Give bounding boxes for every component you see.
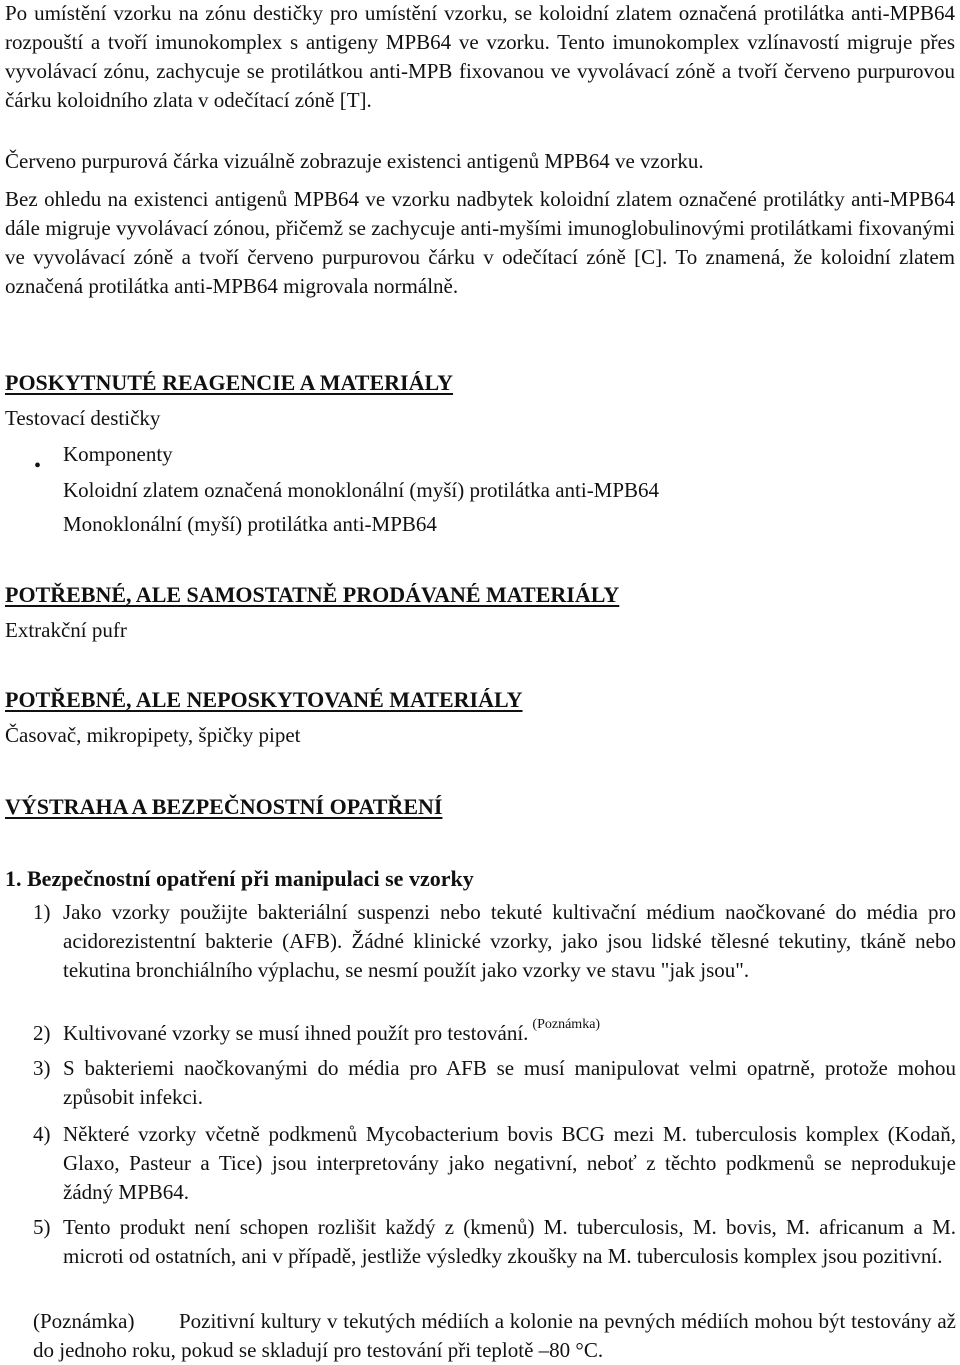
sold-separately-text: Extrakční pufr [5,618,127,642]
not-provided-heading: POTŘEBNÉ, ALE NEPOSKYTOVANÉ MATERIÁLY [5,687,523,712]
components-label: Komponenty [63,442,173,466]
intro-paragraph-3: Bez ohledu na existenci antigenů MPB64 ve vzorku nadbytek koloidní zlatem označené protilátky anti-MPB64 dále migruje vyvolávací zónou, přičemž se zachycuje anti-myšími imunoglobulinovými protilátkami fixovanými ve vyvolávací zóně a tvoří červeno purpurovou čárku v odečítací zóně [C]. To znamená, že koloidní zlatem označená protilátka anti-MPB64 migrovala normálně. [5,187,955,298]
list-item-number: 1) [33,900,51,924]
reagents-subheading: Testovací destičky [5,406,161,430]
sold-separately-heading: POTŘEBNÉ, ALE SAMOSTATNĚ PRODÁVANÉ MATERIÁLY [5,582,620,607]
list-item-text: Kultivované vzorky se musí ihned použít pro testování. [63,1021,529,1045]
not-provided-text: Časovač, mikropipety, špičky pipet [5,723,301,747]
warnings-heading: VÝSTRAHA A BEZPEČNOSTNÍ OPATŘENÍ [5,794,443,819]
intro-paragraph-1: Po umístění vzorku na zónu destičky pro umístění vzorku, se koloidní zlatem označená protilátka anti-MPB64 rozpouští a tvoří imunokomplex s antigeny MPB64 ve vzorku. Tento imunokomplex vzlínavostí migruje přes vyvolávací zónu, zachycuje se protilátkou anti-MPB fixovanou ve vyvolávací zóně a tvoří červeno purpurovou čárku koloidního zlata v odečítací zóně [T]. [5,1,955,112]
list-item-text: Tento produkt není schopen rozlišit každý z (kmenů) M. tuberculosis, M. bovis, M. africanum a M. microti od ostatních, ani v případě, jestliže výsledky zkoušky na M. tuberculosis komplex jsou pozitivní. [63,1215,956,1268]
reagents-heading: POSKYTNUTÉ REAGENCIE A MATERIÁLY [5,370,454,395]
bullet-icon: • [34,455,42,477]
component-item: Koloidní zlatem označená monoklonální (myší) protilátka anti-MPB64 [63,478,660,502]
list-item-number: 4) [33,1122,51,1146]
note-text: Pozitivní kultury v tekutých médiích a kolonie na pevných médiích mohou být testovány až do jednoho roku, pokud se skladují pro testování při teplotě –80 °C. [33,1309,956,1362]
list-item-number: 3) [33,1056,51,1080]
intro-paragraph-2: Červeno purpurová čárka vizuálně zobrazuje existenci antigenů MPB64 ve vzorku. [5,149,704,173]
list-item-number: 5) [33,1215,51,1239]
list-item-text: S bakteriemi naočkovanými do média pro AFB se musí manipulovat velmi opatrně, protože mohou způsobit infekci. [63,1056,956,1109]
list-item-text: Jako vzorky použijte bakteriální suspenzi nebo tekuté kultivační médium naočkované do média pro acidorezistentní bakterie (AFB). Žádné klinické vzorky, jako jsou lidské tělesné tekutiny, tkáně nebo tekutina bronchiálního výplachu, se nesmí použít jako vzorky ve stavu "jak jsou". [63,900,956,982]
component-item: Monoklonální (myší) protilátka anti-MPB64 [63,512,437,536]
list-item-text: Některé vzorky včetně podkmenů Mycobacterium bovis BCG mezi M. tuberculosis komplex (Kodaň, Glaxo, Pasteur a Tice) jsou interpretovány jako negativní, neboť z těchto podkmenů se neprodukuje žádný MPB64. [63,1122,956,1204]
note-label: (Poznámka) [33,1309,135,1333]
note-reference: (Poznámka) [532,1017,601,1032]
list-item [63,1019,956,1051]
warnings-subheading: 1. Bezpečnostní opatření při manipulaci se vzorky [5,866,474,891]
list-item-number: 2) [33,1021,51,1045]
